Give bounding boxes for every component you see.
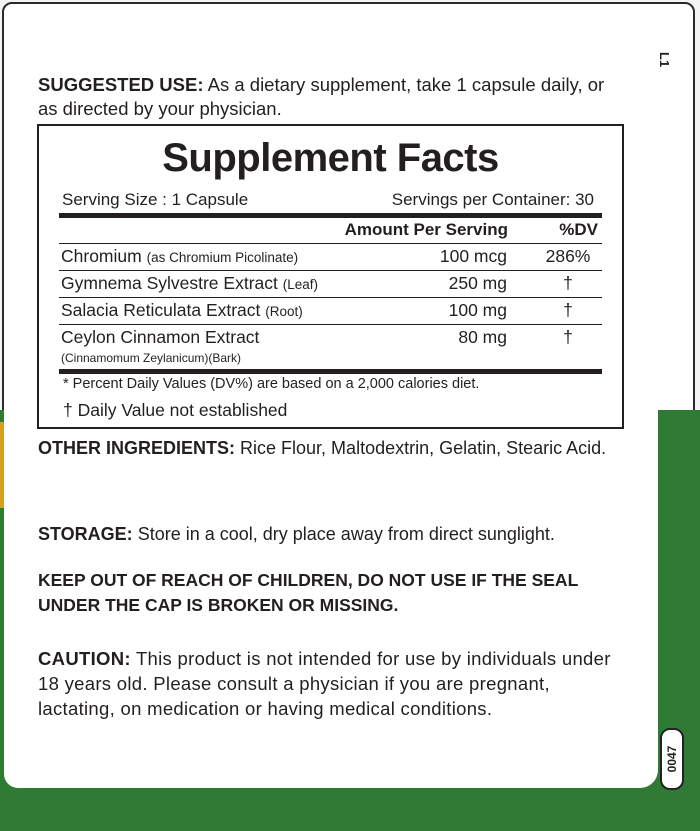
rule-thick-bottom	[59, 369, 602, 374]
storage	[38, 522, 555, 546]
facts-title: Supplement Facts	[162, 136, 499, 180]
ingredient-amount: 250 mg	[448, 273, 507, 293]
caution-text: This product is not intended for use by individuals under 18 years old. Please consult a physician if you are pregnant, lactating, on medication or having medical conditions.	[38, 648, 611, 719]
ingredient-name: Gymnema Sylvestre Extract (Leaf)	[61, 273, 319, 293]
suggested-use-text: As a dietary supplement, take 1 capsule daily, or as directed by your physician.	[38, 74, 605, 119]
header-dv: %DV	[559, 220, 598, 239]
ingredient-name: Salacia Reticulata Extract (Root)	[61, 300, 303, 320]
caution	[38, 646, 628, 721]
keep-out-warning: KEEP OUT OF REACH OF CHILDREN, DO NOT USE IF THE SEAL UNDER THE CAP IS BROKEN OR MISSING.	[38, 570, 578, 615]
rule-header	[59, 243, 602, 244]
row-divider	[59, 297, 602, 298]
ingredient-dv: †	[563, 273, 573, 293]
other-ingredients-text: Rice Flour, Maltodextrin, Gelatin, Stearic Acid.	[240, 438, 607, 458]
ingredient-dv: †	[563, 300, 573, 320]
supplement-facts-panel	[37, 124, 624, 429]
serving-size: Serving Size : 1 Capsule	[62, 190, 249, 209]
caution-label: CAUTION:	[38, 648, 131, 669]
other-ingredients-label: OTHER INGREDIENTS:	[38, 438, 236, 458]
ingredient-amount: 100 mg	[448, 300, 507, 320]
footnote-dagger: † Daily Value not established	[63, 400, 288, 420]
ingredient-dv: †	[563, 327, 573, 347]
footnote-dv: * Percent Daily Values (DV%) are based on a 2,000 calories diet.	[63, 376, 480, 392]
corner-code: L1	[657, 52, 672, 68]
storage-label: STORAGE:	[38, 524, 133, 544]
ingredient-dv: 286%	[545, 246, 591, 266]
suggested-use-label: SUGGESTED USE:	[38, 74, 204, 95]
lot-code-badge	[660, 728, 684, 790]
row-divider	[59, 270, 602, 271]
ingredient-amount: 100 mcg	[439, 246, 507, 266]
storage-text: Store in a cool, dry place away from direct sunglight.	[137, 524, 555, 544]
rule-thick-top	[59, 213, 602, 218]
header-amount: Amount Per Serving	[344, 220, 508, 239]
ingredient-amount: 80 mg	[458, 327, 507, 347]
row-divider	[59, 324, 602, 325]
ingredient-name: Chromium (as Chromium Picolinate)	[61, 246, 299, 266]
ingredient-name: Ceylon Cinnamon Extract	[61, 327, 260, 347]
ingredient-subtitle: (Cinnamomum Zeylanicum)(Bark)	[61, 351, 242, 365]
suggested-use	[38, 73, 618, 121]
other-ingredients	[38, 436, 606, 460]
servings-per-container: Servings per Container: 30	[391, 190, 594, 209]
lot-code: 0047	[665, 745, 679, 773]
